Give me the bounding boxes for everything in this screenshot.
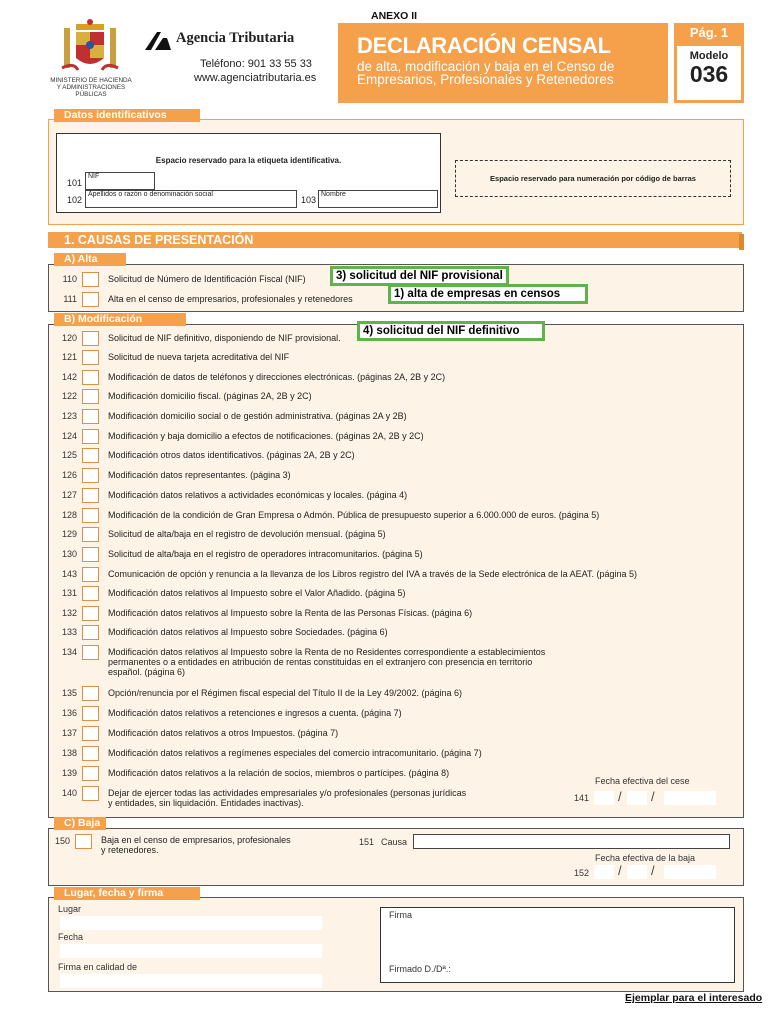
agency-phone: Teléfono: 901 33 55 33 (200, 58, 312, 70)
field-141-num: 141 (574, 793, 590, 803)
cese-date-sep-1: / (618, 789, 622, 804)
row-number: 122 (61, 391, 77, 401)
row-checkbox[interactable] (82, 409, 99, 424)
row-checkbox[interactable] (82, 508, 99, 523)
row-number: 121 (61, 352, 77, 362)
row-text: Alta en el censo de empresarios, profesionales y retenedores (108, 294, 353, 304)
row-text: Modificación datos relativos al Impuesto sobre la Renta de las Personas Físicas. (página 6) (108, 608, 473, 618)
row-checkbox[interactable] (82, 625, 99, 640)
baja-date-sep-1: / (618, 863, 622, 878)
page-number: Pág. 1 (689, 25, 729, 40)
row-checkbox[interactable] (82, 547, 99, 562)
row-number: 124 (61, 431, 77, 441)
row-number: 140 (61, 788, 77, 798)
row-number: 110 (62, 274, 77, 284)
row-text: Modificación datos relativos al Impuesto sobre el Valor Añadido. (página 5) (108, 588, 406, 598)
calidad-field[interactable] (60, 974, 322, 988)
row-number: 133 (61, 627, 77, 637)
row-number: 134 (61, 647, 77, 657)
row-number: 126 (61, 470, 77, 480)
firmado-label: Firmado D./Dª.: (389, 964, 451, 974)
nif-field-label: NIF (88, 173, 100, 180)
label-area-text: Espacio reservado para la etiqueta identificativa. (155, 156, 342, 165)
annotation-nif-definitivo: 4) solicitud del NIF definitivo (357, 321, 545, 341)
row-checkbox[interactable] (82, 786, 99, 801)
row-checkbox[interactable] (82, 645, 99, 660)
baja-date-label: Fecha efectiva de la baja (595, 853, 696, 863)
row-checkbox[interactable] (82, 429, 99, 444)
modelo-label: Modelo (689, 50, 729, 62)
row-number: 138 (61, 748, 77, 758)
row-text: Solicitud de alta/baja en el registro de operadores intracomunitarios. (página 5) (108, 549, 423, 559)
cese-day-field[interactable] (594, 791, 614, 805)
row-number: 142 (61, 372, 77, 382)
baja-text: Baja en el censo de empresarios, profesionales y retenedores. (101, 835, 291, 855)
name-field-label: Nombre (321, 191, 346, 198)
row-number: 128 (61, 510, 77, 520)
coat-of-arms (58, 18, 122, 76)
row-number: 131 (61, 588, 77, 598)
row-text: Modificación domicilio fiscal. (páginas 2A, 2B y 2C) (108, 391, 312, 401)
baja-date-sep-2: / (651, 863, 655, 878)
lugar-label: Lugar (58, 904, 82, 914)
row-number: 120 (61, 333, 77, 343)
agency-logo-icon (143, 30, 173, 52)
row-checkbox[interactable] (82, 448, 99, 463)
row-number: 143 (61, 569, 77, 579)
row-number: 130 (61, 549, 77, 559)
annex-label: ANEXO II (371, 10, 418, 22)
row-text: Comunicación de opción y renuncia a la llevanza de los Libros registro del IVA a través de la Sede electrónica de la AEAT. (página 5) (108, 569, 637, 579)
page-badge (674, 23, 744, 43)
row-checkbox[interactable] (82, 606, 99, 621)
row-checkbox[interactable] (82, 686, 99, 701)
datos-header: Datos identificativos (54, 109, 200, 122)
row-text: Modificación de datos de teléfonos y direcciones electrónicas. (páginas 2A, 2B y 2C) (108, 372, 446, 382)
row-checkbox[interactable] (82, 389, 99, 404)
row-text: Solicitud de alta/baja en el registro de devolución mensual. (página 5) (108, 529, 386, 539)
ministry-line-1: MINISTERIO DE HACIENDA (50, 77, 132, 84)
fecha-label: Fecha (58, 932, 84, 942)
title-panel (338, 23, 668, 103)
causa-field[interactable] (413, 834, 730, 849)
row-number: 123 (61, 411, 77, 421)
row-checkbox[interactable] (82, 706, 99, 721)
barcode-area (455, 160, 731, 197)
field-152-num: 152 (574, 868, 590, 878)
field-101-num: 101 (67, 178, 83, 188)
agency-website[interactable]: www.agenciatributaria.es (194, 72, 317, 84)
ministry-name (44, 77, 138, 98)
causas-header-bar (48, 232, 742, 248)
row-number: 139 (61, 768, 77, 778)
form-subtitle-2: Empresarios, Profesionales y Retenedores (357, 72, 614, 87)
row-checkbox[interactable] (82, 567, 99, 582)
lugar-field[interactable] (60, 916, 322, 930)
row-text: Modificación datos relativos a regímenes especiales del comercio intracomunitario. (página 7) (108, 748, 482, 758)
row-number: 127 (61, 490, 77, 500)
row-text: Modificación datos relativos al Impuesto sobre la Renta de no Residentes correspondiente a establecimientos permanentes o a entidades en atribución de rentas constituidas en el extranjero con presencia en territorio español. (página 6) (108, 647, 546, 677)
form-title: DECLARACIÓN CENSAL (357, 33, 611, 58)
cese-date-label: Fecha efectiva del cese (595, 776, 690, 786)
annotation-alta-empresas: 1) alta de empresas en censos (388, 284, 588, 304)
surname-field[interactable] (85, 190, 297, 208)
causa-label: Causa (381, 837, 408, 847)
annotation-nif-provisional: 3) solicitud del NIF provisional (330, 266, 509, 286)
barcode-area-text: Espacio reservado para numeración por código de barras (490, 174, 696, 183)
row-text: Dejar de ejercer todas las actividades empresariales y/o profesionales (personas jurídicas y entidades, sin liquidación. Entidades inactivas). (108, 788, 467, 808)
row-checkbox[interactable] (82, 746, 99, 761)
baja-day-field[interactable] (594, 865, 614, 879)
row-number: 132 (61, 608, 77, 618)
firma-header: Lugar, fecha y firma (54, 887, 200, 900)
name-field[interactable] (318, 190, 438, 208)
row-checkbox[interactable] (82, 272, 99, 287)
row-checkbox[interactable] (82, 331, 99, 346)
row-text: Modificación datos relativos a retenciones e ingresos a cuenta. (página 7) (108, 708, 402, 718)
row-text: Modificación datos relativos a actividades económicas y locales. (página 4) (108, 490, 408, 500)
cese-month-field[interactable] (627, 791, 647, 805)
field-103-num: 103 (301, 195, 317, 205)
row-number: 136 (61, 708, 77, 718)
footer-copy-label: Ejemplar para el interesado (625, 992, 763, 1004)
baja-checkbox[interactable] (75, 834, 92, 849)
row-checkbox[interactable] (82, 726, 99, 741)
row-checkbox[interactable] (82, 586, 99, 601)
ministry-line-3: PÚBLICAS (75, 91, 107, 98)
baja-header: C) Baja (54, 817, 106, 830)
row-text: Modificación datos relativos a la relación de socios, miembros o partícipes. (página 8) (108, 768, 450, 778)
row-text: Modificación datos relativos al Impuesto sobre Sociedades. (página 6) (108, 627, 388, 637)
ministry-line-2: Y ADMINISTRACIONES (56, 84, 126, 91)
row-text: Modificación de la condición de Gran Empresa o Admón. Pública de presupuesto superior a 6.000.000 de euros. (página 5) (108, 510, 600, 520)
cese-year-field[interactable] (664, 791, 716, 805)
row-checkbox[interactable] (82, 468, 99, 483)
row-text: Solicitud de Número de Identificación Fiscal (NIF) (108, 274, 306, 284)
cese-date-sep-2: / (651, 789, 655, 804)
row-number: 125 (61, 450, 77, 460)
calidad-label: Firma en calidad de (58, 962, 138, 972)
row-text: Modificación y baja domicilio a efectos de notificaciones. (páginas 2A, 2B y 2C) (108, 431, 424, 441)
row-text: Modificación datos representantes. (página 3) (108, 470, 291, 480)
row-text: Solicitud de nueva tarjeta acreditativa del NIF (108, 352, 290, 362)
row-number: 137 (61, 728, 77, 738)
baja-month-field[interactable] (627, 865, 647, 879)
causas-header-shadow (739, 234, 744, 250)
row-text: Modificación otros datos identificativos. (páginas 2A, 2B y 2C) (108, 450, 355, 460)
row-text: Opción/renuncia por el Régimen fiscal especial del Título II de la Ley 49/2002. (página 6) (108, 688, 463, 698)
field-102-num: 102 (67, 195, 83, 205)
row-checkbox[interactable] (82, 350, 99, 365)
causas-header: 1. CAUSAS DE PRESENTACIÓN (64, 233, 254, 247)
row-checkbox[interactable] (82, 292, 99, 307)
modificacion-header: B) Modificación (54, 313, 186, 326)
form-subtitle-1: de alta, modificación y baja en el Censo de (357, 59, 615, 74)
alta-header: A) Alta (54, 253, 126, 266)
agency-name: Agencia Tributaria (176, 30, 295, 46)
row-number: 135 (61, 688, 77, 698)
firma-label: Firma (389, 910, 412, 920)
fecha-field[interactable] (60, 944, 322, 958)
surname-field-label: Apellidos o razón o denominación social (88, 191, 213, 198)
row-checkbox[interactable] (82, 370, 99, 385)
modelo-number: 036 (689, 61, 729, 87)
row-checkbox[interactable] (82, 488, 99, 503)
signature-box[interactable] (380, 907, 735, 983)
row-checkbox[interactable] (82, 527, 99, 542)
row-checkbox[interactable] (82, 766, 99, 781)
field-150-num: 150 (54, 836, 70, 846)
baja-year-field[interactable] (664, 865, 716, 879)
row-text: Modificación domicilio social o de gestión administrativa. (páginas 2A y 2B) (108, 411, 407, 421)
row-text: Solicitud de NIF definitivo, disponiendo de NIF provisional. (108, 333, 341, 343)
field-151-num: 151 (359, 837, 375, 847)
row-number: 111 (63, 294, 77, 304)
row-number: 129 (61, 529, 77, 539)
nif-field[interactable] (85, 172, 155, 190)
row-text: Modificación datos relativos a otros Impuestos. (página 7) (108, 728, 339, 738)
modelo-box (674, 43, 744, 103)
